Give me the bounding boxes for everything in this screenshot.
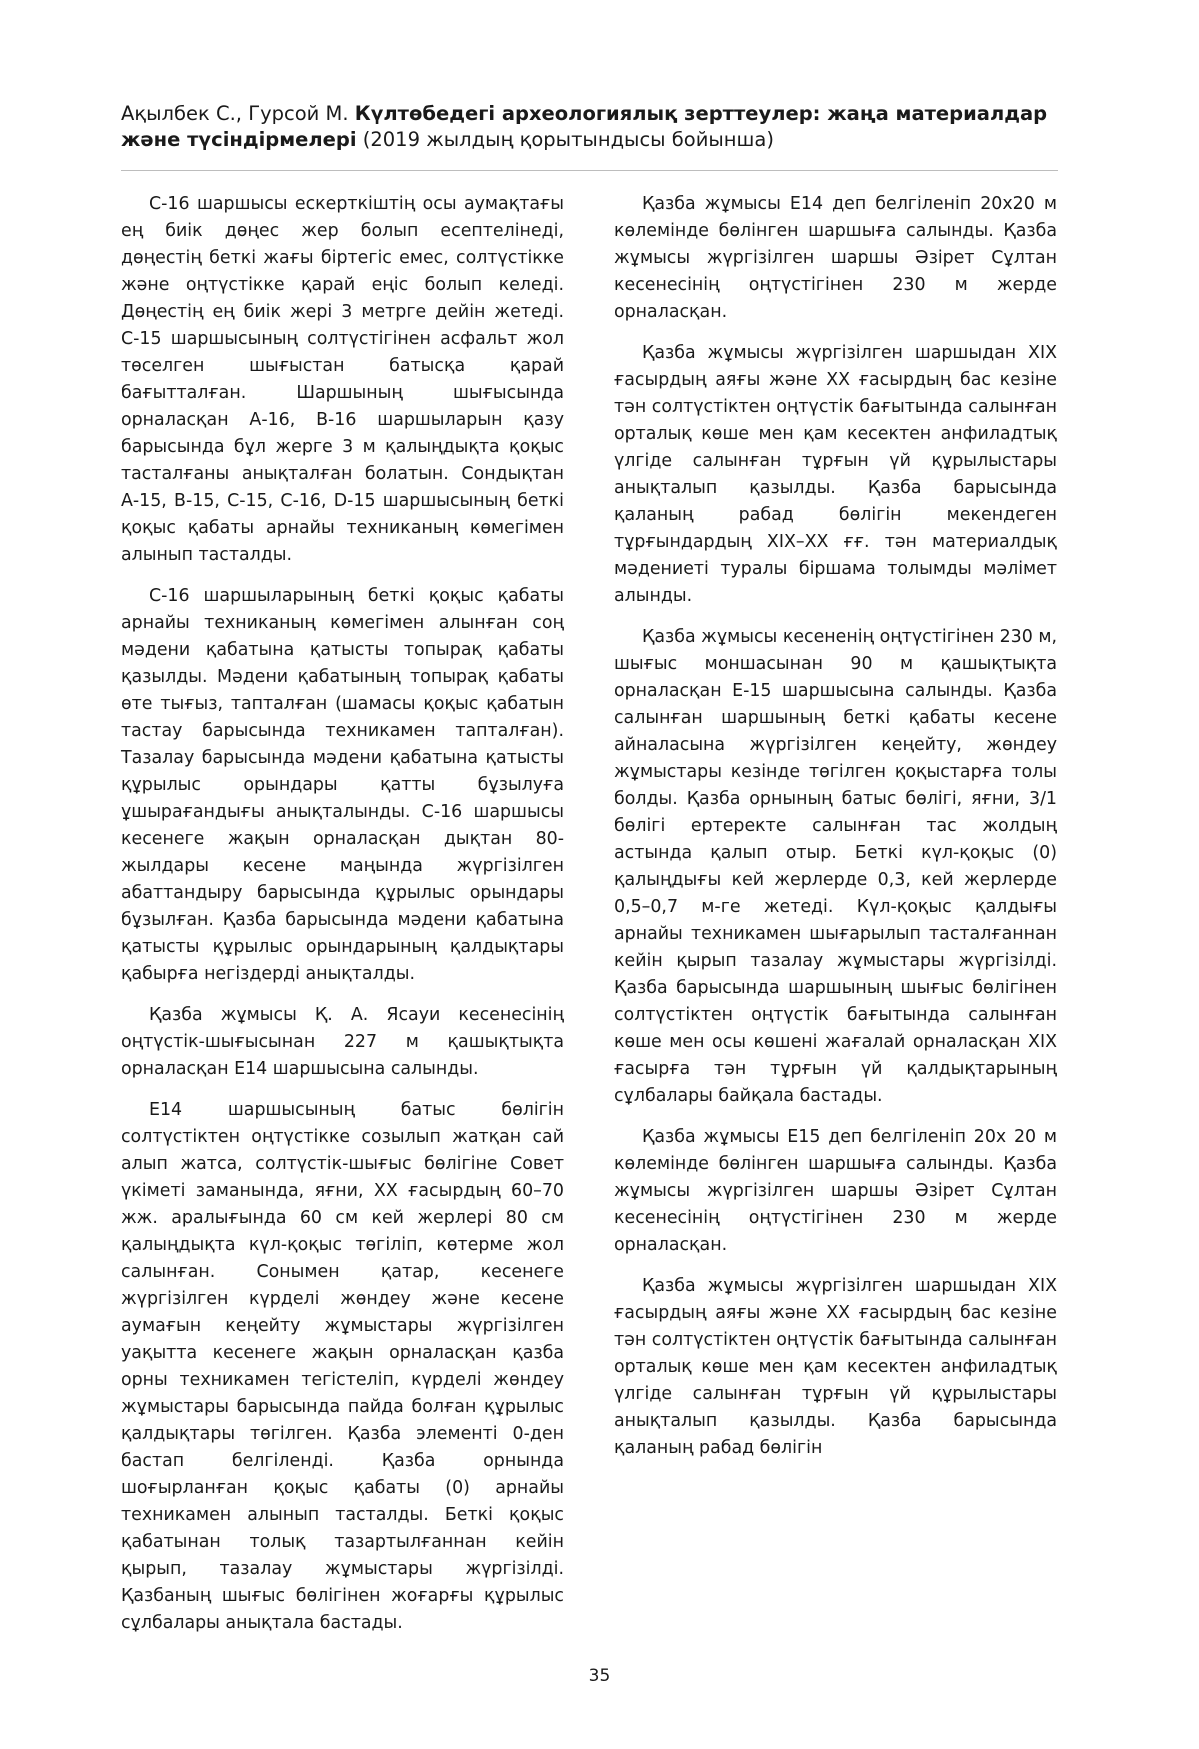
running-header [121,101,1058,153]
paragraph: Қазба жұмысы жүргізілген шаршыдан XIX ғасырдың аяғы және ХХ ғасырдың бас кезіне тән солтүстіктен оңтүстік бағытында салынған орталық көше мен қам кесектен анфиладтық үлгіде салынған тұрғын үй құрылыстары анықталып қазылды. Қазба барысында қаланың рабад бөлігін мекендеген тұрғындардың XIX–XX ғғ. тән материалдық мәдениеті туралы біршама толымды мәлімет алынды. [614,343,1057,606]
paragraph: Е14 шаршысының батыс бөлігін солтүстіктен оңтүстікке созылып жатқан сай алып жатса, солтүстік-шығыс бөлігіне Совет үкіметі заманында, яғни, ХХ ғасырдың 60–70 жж. аралығында 60 см кей жерлері 80 см қалыңдықта күл-қоқыс төгіліп, көтерме жол салынған. Сонымен қатар, кесенеге жүргізілген күрделі жөндеу және кесене аумағын кеңейту жұмыстары жүргізілген уақытта кесенеге жақын орналасқан қазба орны техникамен тегістеліп, күрделі жөндеу жұмыстары барысында пайда болған құрылыс қалдықтары төгілген. Қазба элементі 0-ден бастап белгіленді. Қазба орнында шоғырланған қоқыс қабаты (0) арнайы техникамен алынып тасталды. Беткі қоқыс қабатынан толық тазартылғаннан кейін қырып, тазалау жұмыстары жүргізілді. Қазбаның шығыс бөлігінен жоғарғы құрылыс сұлбалары анықтала бастады. [121,1100,564,1633]
paragraph: Қазба жұмысы жүргізілген шаршыдан XIX ғасырдың аяғы және ХХ ғасырдың бас кезіне тән солтүстіктен оңтүстік бағытында салынған орталық көше мен қам кесектен анфиладтық үлгіде салынған тұрғын үй құрылыстары анықталып қазылды. Қазба барысында қаланың рабад бөлігін [614,1276,1057,1458]
paragraph: С-16 шаршысы ескерткіштің осы аумақтағы ең биік дөңес жер болып есептелінеді, дөңестің беткі жағы біртегіс емес, солтүстікке және оңтүстікке қарай еңіс болып келеді. Дөңестің ең биік жері 3 метрге дейін жетеді. С-15 шаршысының солтүстігінен асфальт жол төселген шығыстан батысқа қарай бағытталған. Шаршының шығысында орналасқан А-16, В-16 шаршыларын қазу барысында бұл жерге 3 м қалыңдықта қоқыс тасталғаны анықталған болатын. Сондықтан А-15, В-15, С-15, С-16, D-15 шаршысының беткі қоқыс қабаты арнайы техниканың көмегімен алынып тасталды. [121,194,564,565]
right-column [614,191,1057,1591]
paragraph: Қазба жұмысы кесененің оңтүстігінен 230 м, шығыс моншасынан 90 м қашықтықта орналасқан Е-15 шаршысына салынды. Қазба салынған шаршының беткі қабаты кесене айналасына жүргізілген кеңейту, жөндеу жұмыстары кезінде төгілген қоқыстарға толы болды. Қазба орнының батыс бөлігі, яғни, 3/1 бөлігі ертеректе салынған тас жолдың астында қалып отыр. Беткі күл-қоқыс (0) қалыңдығы кей жерлерде 0,3, кей жерлерде 0,5–0,7 м-ге жетеді. Күл-қоқыс қалдығы арнайы техникамен шығарылып тасталғаннан кейін қырып тазалау жұмыстары жүргізілді. Қазба барысында шаршының шығыс бөлігінен солтүстіктен оңтүстік бағытында салынған көше мен осы көшені жағалай орналасқан XIX ғасырға тән тұрғын үй қалдықтарының сұлбалары байқала бастады. [614,627,1057,1106]
header-divider [121,170,1058,171]
left-column [121,191,564,1633]
paragraph: Қазба жұмысы Қ. А. Ясауи кесенесінің оңтүстік-шығысынан 227 м қашықтықта орналасқан Е14 шаршысына салынды. [121,1005,564,1079]
header-subtitle: (2019 жылдың қорытындысы бойынша) [356,128,774,151]
header-title: Күлтөбедегі археологиялық зерттеулер: жаңа материалдар және түсіндірмелері [121,102,1048,151]
paragraph: Қазба жұмысы Е15 деп белгіленіп 20х 20 м көлемінде бөлінген шаршыға салынды. Қазба жұмысы жүргізілген шаршы Әзірет Сұлтан кесенесінің оңтүстігінен 230 м жерде орналасқан. [614,1127,1057,1255]
page-number: 35 [588,1666,611,1686]
paragraph: С-16 шаршыларының беткі қоқыс қабаты арнайы техниканың көмегімен алынған соң мәдени қабатына қатысты топырақ қабаты қазылды. Мәдени қабатының топырақ қабаты өте тығыз, тапталған (шамасы қоқыс қабатын тастау барысында техникамен тапталған). Тазалау барысында мәдени қабатына қатысты құрылыс орындары қатты бұзылуға ұшырағандығы анықталынды. С-16 шаршысы кесенеге жақын орналасқан дықтан 80-жылдары кесене маңында жүргізілген абаттандыру барысында құрылыс орындары бұзылған. Қазба барысында мәдени қабатына қатысты құрылыс орындарының қалдықтары қабырға негіздерді анықталды. [121,586,564,984]
paragraph: Қазба жұмысы Е14 деп белгіленіп 20х20 м көлемінде бөлінген шаршыға салынды. Қазба жұмысы жүргізілген шаршы Әзірет Сұлтан кесенесінің оңтүстігінен 230 м жерде орналасқан. [614,194,1057,322]
header-authors: Ақылбек С., Гурсой М. [121,102,355,125]
